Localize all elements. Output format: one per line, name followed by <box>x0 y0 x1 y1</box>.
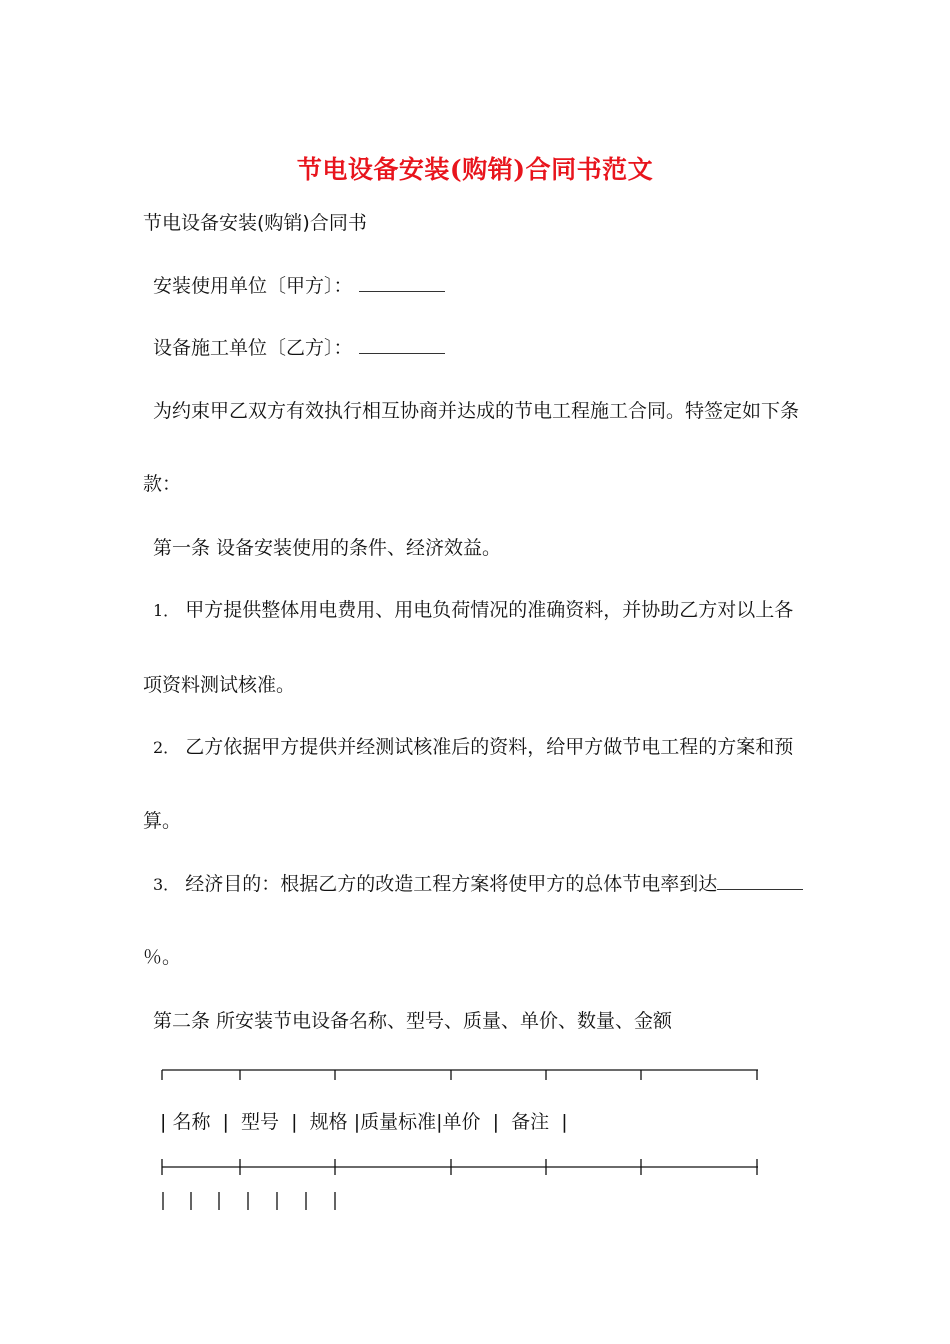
item-2-number: 2． <box>153 738 180 757</box>
party-a-blank <box>359 275 445 292</box>
table-header-quality: 质量标准 <box>360 1111 437 1133</box>
item-2-line-2: 算。 <box>143 810 182 832</box>
item-1-number: 1． <box>153 601 180 620</box>
article-1-title: 第一条 设备安装使用的条件、经济效益。 <box>153 537 502 559</box>
party-b-line <box>153 337 445 360</box>
party-b-blank <box>359 337 445 354</box>
col-sep: | <box>555 1111 568 1133</box>
col-sep: | <box>285 1111 304 1133</box>
table-header-name: 名称 <box>172 1111 211 1133</box>
item-3-number: 3． <box>153 875 180 894</box>
table-header-remarks: 备注 <box>511 1111 550 1133</box>
item-1-text: 甲方提供整体用电费用、用电负荷情况的准确资料，并协助乙方对以上各 <box>185 599 794 621</box>
party-a-label: 安装使用单位〔甲方〕： <box>153 275 353 297</box>
table-header-spec: 规格 <box>309 1111 348 1133</box>
col-sep: | <box>436 1111 443 1133</box>
intro-line-2: 款： <box>143 473 182 495</box>
item-2-text: 乙方依据甲方提供并经测试核准后的资料，给甲方做节电工程的方案和预 <box>185 736 794 758</box>
item-1-line-1 <box>153 599 793 622</box>
item-3-line-1 <box>153 873 803 896</box>
party-a-line <box>153 275 445 298</box>
col-sep: | <box>486 1111 506 1133</box>
intro-line-1: 为约束甲乙双方有效执行相互协商并达成的节电工程施工合同。特签定如下条 <box>153 400 800 422</box>
table-header-model: 型号 <box>241 1111 280 1133</box>
col-sep: | <box>160 1111 167 1133</box>
col-sep: | <box>353 1111 361 1133</box>
equipment-table-frame <box>160 1066 760 1216</box>
item-1-line-2: 项资料测试核准。 <box>143 674 296 696</box>
document-subtitle: 节电设备安装(购销)合同书 <box>143 212 367 234</box>
article-2-title: 第二条 所安装节电设备名称、型号、质量、单价、数量、金额 <box>153 1010 673 1032</box>
col-sep: | <box>216 1111 235 1133</box>
table-rules <box>160 1066 760 1216</box>
savings-rate-blank <box>717 873 803 890</box>
item-2-line-1 <box>153 736 793 759</box>
table-header-row <box>160 1107 568 1134</box>
document-title: 节电设备安装(购销)合同书范文 <box>296 155 654 184</box>
item-3-line-2: ％。 <box>143 946 182 968</box>
table-header-price: 单价 <box>442 1111 481 1133</box>
party-b-label: 设备施工单位〔乙方〕： <box>153 337 353 359</box>
item-3-text: 经济目的：根据乙方的改造工程方案将使甲方的总体节电率到达 <box>185 873 718 895</box>
